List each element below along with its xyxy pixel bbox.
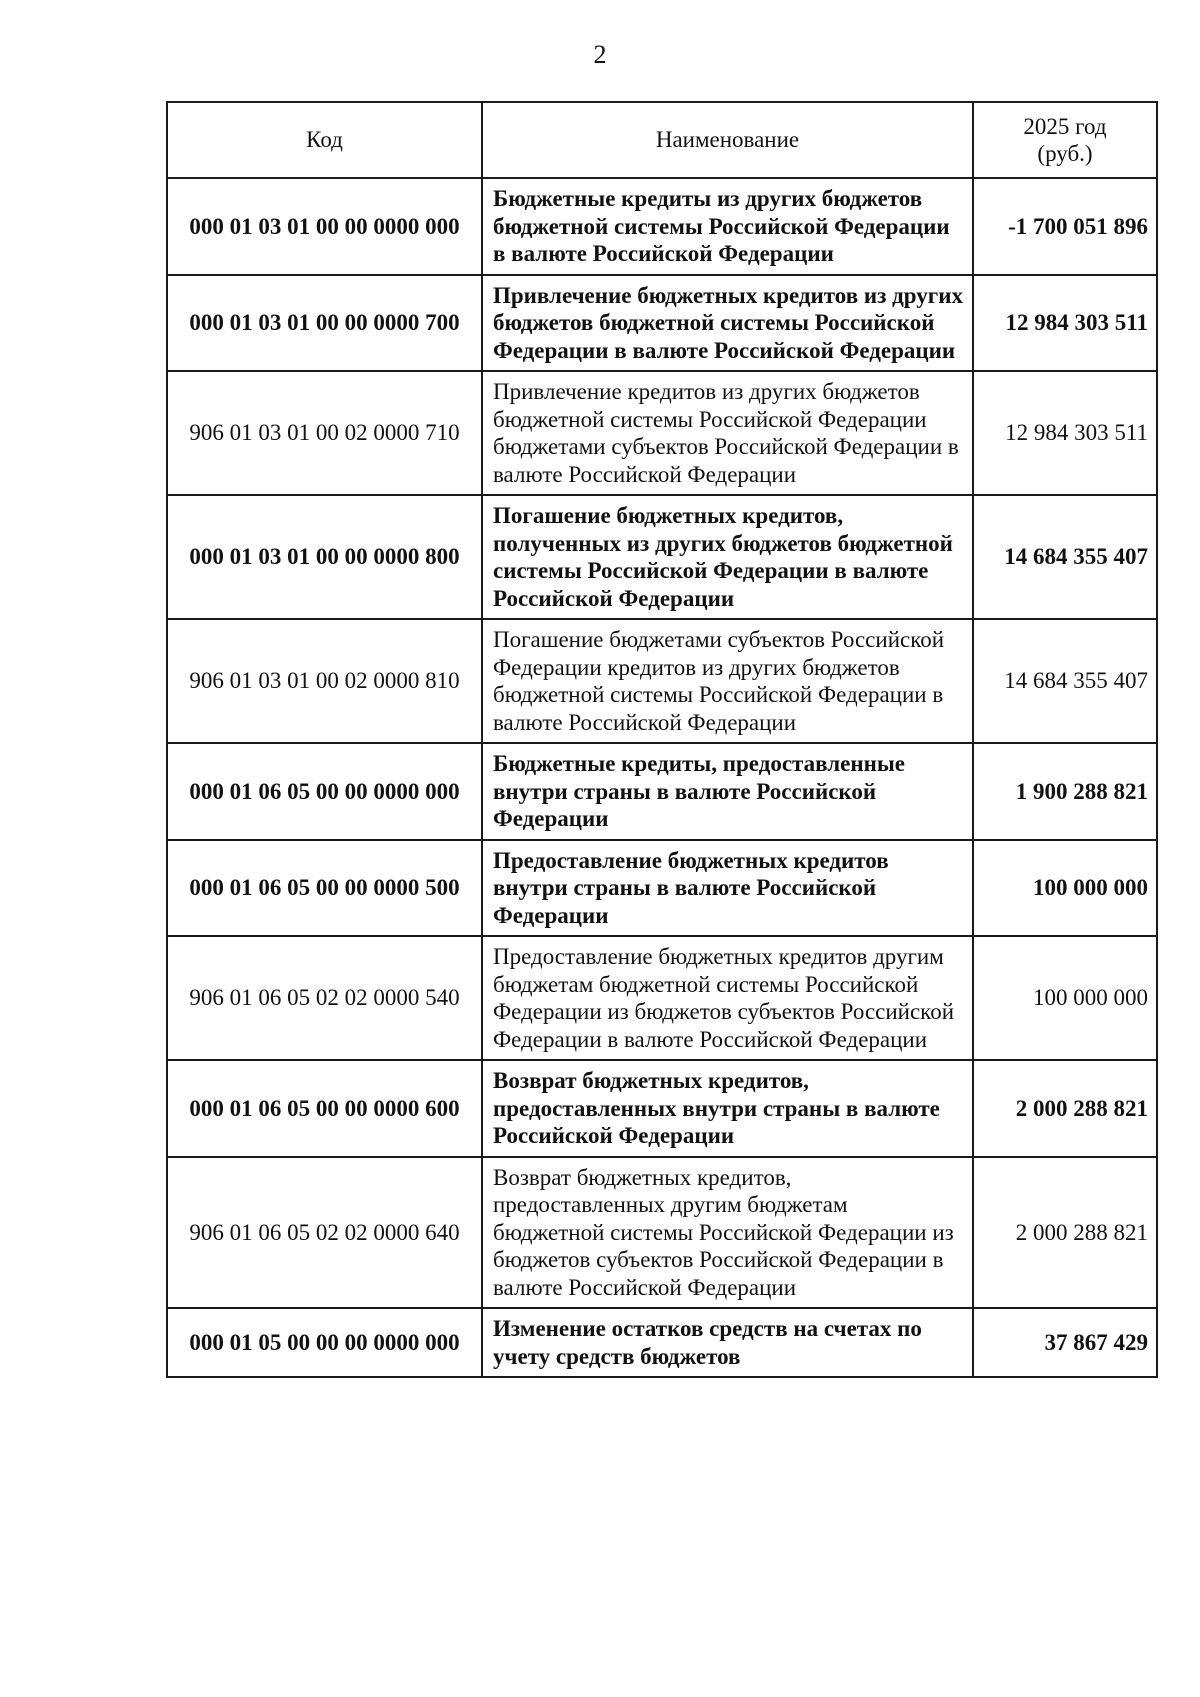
row-name: Бюджетные кредиты из других бюджетов бюджетной системы Российской Федерации в валюте Российской Федерации: [482, 178, 973, 275]
row-name: Привлечение бюджетных кредитов из других бюджетов бюджетной системы Российской Федерации в валюте Российской Федерации: [482, 275, 973, 372]
row-name: Предоставление бюджетных кредитов другим бюджетам бюджетной системы Российской Федерации из бюджетов субъектов Российской Федерации в валюте Российской Федерации: [482, 936, 973, 1060]
row-amount: 1 900 288 821: [973, 743, 1157, 840]
row-code: 000 01 06 05 00 00 0000 000: [167, 743, 482, 840]
row-amount: 2 000 288 821: [973, 1060, 1157, 1157]
table-row: [167, 936, 1157, 1060]
row-name: Возврат бюджетных кредитов, предоставленных внутри страны в валюте Российской Федерации: [482, 1060, 973, 1157]
row-name: Возврат бюджетных кредитов, предоставленных другим бюджетам бюджетной системы Российской Федерации из бюджетов субъектов Российской Федерации в валюте Российской Федерации: [482, 1157, 973, 1309]
table-row: [167, 1060, 1157, 1157]
row-code: 000 01 03 01 00 00 0000 000: [167, 178, 482, 275]
table-row: [167, 840, 1157, 937]
header-code: Код: [167, 102, 482, 178]
row-code: 000 01 06 05 00 00 0000 600: [167, 1060, 482, 1157]
table-row: [167, 743, 1157, 840]
table-row: [167, 371, 1157, 495]
row-code: 906 01 06 05 02 02 0000 640: [167, 1157, 482, 1309]
header-name: Наименование: [482, 102, 973, 178]
table-row: [167, 495, 1157, 619]
table-row: [167, 619, 1157, 743]
row-name: Привлечение кредитов из других бюджетов бюджетной системы Российской Федерации бюджетами субъектов Российской Федерации в валюте Российской Федерации: [482, 371, 973, 495]
table-row: [167, 178, 1157, 275]
header-row: [167, 102, 1157, 178]
header-amount: [973, 102, 1157, 178]
row-code: 000 01 03 01 00 00 0000 700: [167, 275, 482, 372]
row-amount: -1 700 051 896: [973, 178, 1157, 275]
row-name: Предоставление бюджетных кредитов внутри страны в валюте Российской Федерации: [482, 840, 973, 937]
row-name: Изменение остатков средств на счетах по учету средств бюджетов: [482, 1308, 973, 1377]
row-code: 000 01 05 00 00 00 0000 000: [167, 1308, 482, 1377]
row-amount: 14 684 355 407: [973, 619, 1157, 743]
row-amount: 14 684 355 407: [973, 495, 1157, 619]
header-amount-unit: (руб.): [1037, 141, 1093, 166]
table-body: [167, 178, 1157, 1377]
row-code: 906 01 03 01 00 02 0000 710: [167, 371, 482, 495]
budget-sources-table: [166, 101, 1158, 1378]
table-row: [167, 1308, 1157, 1377]
table-row: [167, 275, 1157, 372]
row-name: Погашение бюджетных кредитов, полученных из других бюджетов бюджетной системы Российской Федерации в валюте Российской Федерации: [482, 495, 973, 619]
row-amount: 100 000 000: [973, 936, 1157, 1060]
header-amount-year: 2025 год: [1023, 113, 1107, 139]
row-amount: 100 000 000: [973, 840, 1157, 937]
row-name: Погашение бюджетами субъектов Российской Федерации кредитов из других бюджетов бюджетной системы Российской Федерации в валюте Российской Федерации: [482, 619, 973, 743]
page-number: 2: [593, 40, 607, 69]
row-amount: 37 867 429: [973, 1308, 1157, 1377]
row-code: 000 01 06 05 00 00 0000 500: [167, 840, 482, 937]
row-amount: 2 000 288 821: [973, 1157, 1157, 1309]
row-code: 906 01 03 01 00 02 0000 810: [167, 619, 482, 743]
table-header: [167, 102, 1157, 178]
table-row: [167, 1157, 1157, 1309]
row-code: 906 01 06 05 02 02 0000 540: [167, 936, 482, 1060]
row-amount: 12 984 303 511: [973, 275, 1157, 372]
row-name: Бюджетные кредиты, предоставленные внутри страны в валюте Российской Федерации: [482, 743, 973, 840]
row-code: 000 01 03 01 00 00 0000 800: [167, 495, 482, 619]
row-amount: 12 984 303 511: [973, 371, 1157, 495]
